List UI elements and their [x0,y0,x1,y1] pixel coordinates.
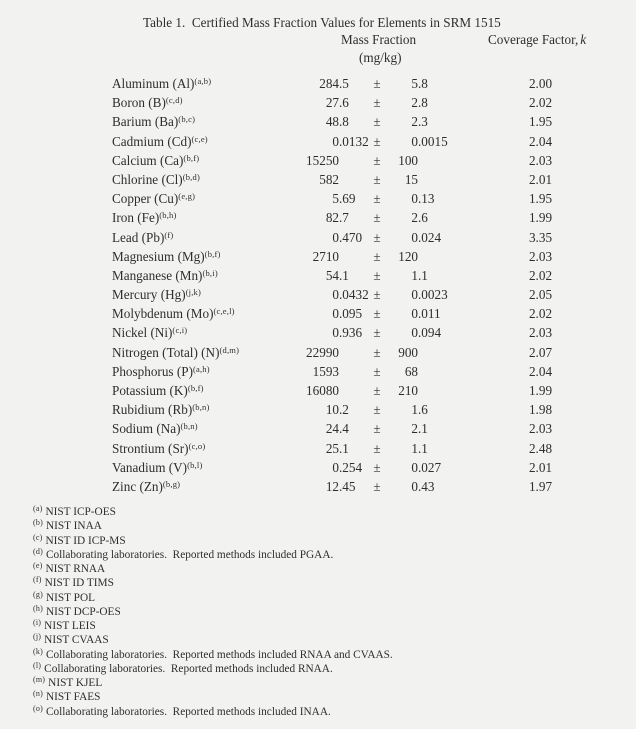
row-indent [0,400,112,419]
element-name-cell [112,74,290,93]
footnote-text: NIST ICP-OES [45,506,116,518]
uncertainty-value-frac [418,151,461,170]
row-indent [0,228,112,247]
footnote-marker: (l) [33,660,42,670]
plus-minus-sign: ± [373,383,381,398]
table-row [0,266,636,285]
uncertainty-value-frac [418,362,461,381]
table-row [0,439,636,458]
plus-minus-sign: ± [373,248,381,264]
uncertainty-value-frac: .6 [418,402,428,418]
table-row [0,112,636,131]
coverage-factor-value: 2.04 [528,133,553,149]
mass-fraction-value-int: 284 [319,76,339,91]
mass-fraction-value-int: 582 [319,171,339,187]
row-indent [0,381,112,400]
footnote-marker: (g) [33,589,43,599]
mass-fraction-value-frac: .2 [339,402,349,418]
table-row [0,208,636,227]
plus-minus-sign: ± [373,114,381,130]
element-name: Potassium (K) [112,383,188,398]
table-row [0,132,636,151]
mass-fraction-value-int: 82 [325,210,339,226]
element-name: Aluminum (Al) [112,76,195,91]
coverage-factor-value: 2.03 [528,325,553,341]
row-indent [0,323,112,342]
mass-fraction-value-int: 0 [332,287,339,303]
element-footnote-refs: (b,i) [202,267,218,278]
plus-minus-sign: ± [373,478,381,494]
row-indent [0,362,112,381]
mass-fraction-value-frac [339,247,369,266]
table-row [0,247,636,266]
mass-fraction-value-frac: .1 [339,267,349,283]
element-name-cell [112,151,290,170]
element-footnote-refs: (f) [164,229,174,240]
coverage-factor-value: 2.01 [528,459,553,475]
mass-fraction-value-int: 2710 [312,248,339,264]
footnote-text: Collaborating laboratories. Reported methods included INAA. [45,705,331,718]
coverage-factor-value: 1.99 [528,210,553,226]
table-row [0,419,636,438]
element-name-cell [112,477,290,496]
mass-fraction-value-int: 0 [332,133,339,149]
element-footnote-refs: (a,b) [194,76,212,86]
uncertainty-value-frac: .0015 [418,133,448,149]
element-name-cell [112,304,290,323]
table-row [0,400,636,419]
coverage-factor-value: 1.99 [528,383,553,398]
footnote-marker: (a) [33,504,43,513]
uncertainty-value-int: 2 [411,421,418,437]
footnote-marker: (k) [33,646,43,656]
plus-minus-sign: ± [373,171,381,187]
coverage-factor-value: 2.05 [528,287,553,303]
element-footnote-refs: (c,d) [165,95,183,106]
uncertainty-value-int: 0 [411,325,418,341]
footnote-marker: (b) [33,518,43,528]
element-name: Mercury (Hg) [112,287,186,303]
mass-fraction-value-int: 5 [332,191,339,207]
plus-minus-sign: ± [373,229,381,245]
element-name-cell [112,285,290,304]
element-name-cell [112,112,290,131]
uncertainty-value-int: 0 [411,133,418,149]
element-name: Zinc (Zn) [112,478,163,494]
footnote-marker: (j) [33,632,42,642]
mass-fraction-value-frac: .936 [339,325,363,341]
row-indent [0,458,112,477]
footnote-marker: (f) [33,575,42,585]
element-name: Manganese (Mn) [112,267,203,283]
row-indent [0,208,112,227]
mass-fraction-value-int: 0 [332,306,339,322]
coverage-factor-value: 2.03 [528,421,553,437]
element-name-cell [112,343,290,362]
element-footnote-refs: (j,k) [185,287,202,298]
element-footnote-refs: (b,l) [187,459,203,470]
element-footnote-refs: (b,g) [162,478,181,489]
element-name-cell [112,93,290,112]
uncertainty-value-frac: .3 [418,114,428,130]
mass-fraction-value-int: 16080 [306,383,339,398]
mass-fraction-value-frac [339,381,369,400]
coverage-factor-value: 3.35 [528,229,553,245]
footnote-line [33,633,603,647]
uncertainty-value-int: 5 [411,76,418,91]
footnote-text: NIST LEIS [44,620,96,632]
element-footnote-refs: (d,m) [219,344,240,355]
uncertainty-value-frac: .1 [418,421,428,437]
coverage-factor-value: 1.98 [528,402,553,418]
footnote-marker: (i) [33,618,42,627]
coverage-factor-value: 1.95 [528,191,553,207]
footnote-line [33,519,603,533]
footnote-line [33,705,603,719]
element-name: Nitrogen (Total) (N) [112,344,220,360]
element-footnote-refs: (c,e,l) [213,306,235,317]
plus-minus-sign: ± [373,191,381,207]
mass-fraction-value-int: 12 [325,478,339,494]
row-indent [0,419,112,438]
footnote-text: NIST ID ICP-MS [45,534,126,547]
uncertainty-value-int: 0 [411,229,418,245]
uncertainty-value-int: 15 [404,171,418,187]
mass-fraction-value-int: 25 [325,440,339,456]
coverage-factor-value: 2.04 [528,363,553,379]
uncertainty-value-int: 2 [411,95,418,111]
uncertainty-value-int: 0 [411,287,418,303]
uncertainty-value-int: 1 [411,402,418,418]
element-name: Strontium (Sr) [112,440,189,456]
plus-minus-sign: ± [373,267,381,283]
footnote-text: NIST RNAA [45,563,106,575]
plus-minus-sign: ± [373,287,381,303]
element-name-cell [112,132,290,151]
element-footnote-refs: (b,h) [159,210,177,221]
mass-fraction-value-int: 1593 [312,363,339,379]
element-footnote-refs: (b,d) [182,171,200,182]
footnote-text: Collaborating laboratories. Reported methods included RNAA and CVAAS. [45,648,393,661]
uncertainty-value-int: 900 [398,344,418,360]
table-row [0,343,636,362]
plus-minus-sign: ± [373,76,381,91]
mass-fraction-value-int: 54 [325,267,339,283]
row-indent [0,132,112,151]
element-name-cell [112,381,290,400]
row-indent [0,151,112,170]
element-footnote-refs: (b,f) [204,248,221,259]
certified-values-table [0,74,636,496]
element-name: Copper (Cu) [112,191,179,207]
element-footnote-refs: (c,o) [188,440,206,451]
mass-fraction-value-int: 24 [325,421,339,437]
footnote-line [33,534,603,548]
coverage-factor-value: 1.97 [528,478,553,494]
table-row [0,285,636,304]
element-name-cell [112,266,290,285]
mass-fraction-value-frac: .5 [339,76,349,91]
mass-fraction-value-int: 0 [332,325,339,341]
mass-fraction-value-frac: .095 [339,306,363,322]
element-footnote-refs: (b,n) [180,421,198,432]
column-header-mass-fraction: Mass Fraction [341,32,417,47]
footnote-line [33,591,603,605]
coverage-factor-label: Coverage Factor, [488,32,579,47]
element-name: Sodium (Na) [112,421,181,437]
coverage-factor-value: 1.95 [528,114,553,130]
table-row [0,228,636,247]
uncertainty-value-frac: .43 [418,478,435,494]
element-name: Cadmium (Cd) [112,133,192,149]
uncertainty-value-frac: .0023 [418,287,448,303]
table-row [0,381,636,400]
table-row [0,323,636,342]
mass-fraction-value-frac [339,362,369,381]
table-row [0,93,636,112]
row-indent [0,304,112,323]
table-row [0,74,636,93]
plus-minus-sign: ± [373,459,381,475]
mass-fraction-value-frac [339,170,369,189]
footnotes-section [33,505,603,719]
uncertainty-value-int: 1 [411,267,418,283]
plus-minus-sign: ± [373,95,381,111]
element-name-cell [112,208,290,227]
coverage-factor-value: 2.02 [528,95,553,111]
column-header-unit: (mg/kg) [359,50,402,65]
mass-fraction-value-int: 10 [325,402,339,418]
plus-minus-sign: ± [373,344,381,360]
uncertainty-value-int: 0 [411,306,418,322]
row-indent [0,439,112,458]
plus-minus-sign: ± [373,152,381,168]
mass-fraction-value-frac: .0432 [339,287,369,303]
uncertainty-value-frac: .13 [418,191,435,207]
mass-fraction-value-frac: .7 [339,210,349,226]
footnote-line [33,619,603,633]
element-name: Boron (B) [112,95,166,111]
element-name: Vanadium (V) [112,459,188,475]
footnote-line [33,548,603,562]
uncertainty-value-frac: .024 [418,229,442,245]
mass-fraction-value-int: 27 [325,95,339,111]
mass-fraction-value-frac [339,151,369,170]
element-footnote-refs: (b,f) [187,383,204,393]
uncertainty-value-int: 0 [411,191,418,207]
row-indent [0,112,112,131]
element-footnote-refs: (c,i) [172,325,188,336]
uncertainty-value-int: 1 [411,440,418,456]
element-footnote-refs: (a,h) [192,363,210,374]
plus-minus-sign: ± [373,363,381,379]
element-name: Phosphorus (P) [112,363,193,379]
footnote-marker: (e) [33,561,43,570]
plus-minus-sign: ± [373,133,381,149]
element-name: Magnesium (Mg) [112,248,205,264]
coverage-factor-value: 2.01 [528,171,553,187]
uncertainty-value-frac: .027 [418,459,442,475]
uncertainty-value-int: 210 [398,383,418,398]
coverage-factor-value: 2.02 [528,267,553,283]
element-name: Molybdenum (Mo) [112,306,214,322]
uncertainty-value-int: 2 [411,114,418,130]
uncertainty-value-int: 120 [398,248,418,264]
mass-fraction-value-frac: .69 [339,191,356,207]
mass-fraction-value-frac: .45 [339,478,356,494]
footnote-marker: (o) [33,703,43,713]
footnote-marker: (n) [33,689,43,699]
element-name-cell [112,362,290,381]
plus-minus-sign: ± [373,421,381,437]
element-name-cell [112,228,290,247]
footnote-line [33,662,603,676]
table-row [0,151,636,170]
footnote-text: NIST POL [45,591,96,604]
element-footnote-refs: (b,n) [192,402,210,413]
row-indent [0,74,112,93]
mass-fraction-value-int: 0 [332,459,339,475]
row-indent [0,266,112,285]
uncertainty-value-frac: .011 [418,306,441,322]
uncertainty-value-int: 68 [404,363,418,379]
table-row [0,304,636,323]
row-indent [0,189,112,208]
mass-fraction-value-frac: .8 [339,114,349,130]
mass-fraction-value-frac: .0132 [339,133,369,149]
uncertainty-value-frac: .094 [418,325,442,341]
footnote-line [33,505,603,519]
element-name-cell [112,247,290,266]
element-footnote-refs: (e,g) [178,191,196,202]
mass-fraction-value-frac: .254 [339,459,363,475]
element-name: Calcium (Ca) [112,152,184,168]
footnote-line [33,605,603,619]
uncertainty-value-int: 0 [411,478,418,494]
coverage-factor-value: 2.03 [528,152,553,168]
coverage-factor-value: 2.48 [528,440,553,456]
element-footnote-refs: (b,f) [183,152,200,163]
footnote-marker: (h) [33,603,43,613]
row-indent [0,343,112,362]
row-indent [0,93,112,112]
mass-fraction-value-frac [339,343,369,362]
element-name: Barium (Ba) [112,114,179,130]
uncertainty-value-int: 0 [411,459,418,475]
element-name-cell [112,170,290,189]
element-name: Iron (Fe) [112,210,160,226]
footnote-line [33,648,603,662]
element-name-cell [112,439,290,458]
element-footnote-refs: (c,e) [191,133,208,144]
footnote-text: NIST ID TIMS [44,577,114,590]
element-name: Rubidium (Rb) [112,402,193,418]
footnote-line [33,562,603,576]
uncertainty-value-frac: .6 [418,210,428,226]
plus-minus-sign: ± [373,402,381,418]
table-row [0,362,636,381]
footnote-line [33,690,603,704]
coverage-factor-value: 2.00 [528,76,553,91]
footnote-marker: (m) [33,675,46,684]
footnote-text: NIST KJEL [48,677,103,689]
footnote-marker: (c) [33,532,43,542]
element-name-cell [112,323,290,342]
table-row [0,458,636,477]
mass-fraction-value-frac: .470 [339,229,363,245]
row-indent [0,247,112,266]
uncertainty-value-int: 2 [411,210,418,226]
mass-fraction-value-int: 48 [325,114,339,130]
table-row [0,189,636,208]
footnote-text: NIST FAES [45,691,101,704]
uncertainty-value-frac: .1 [418,267,428,283]
footnote-marker: (d) [33,546,43,556]
footnote-text: NIST INAA [45,520,102,533]
uncertainty-value-frac: .1 [418,440,428,456]
coverage-factor-value: 2.02 [528,306,553,322]
plus-minus-sign: ± [373,306,381,322]
uncertainty-value-frac: .8 [418,95,428,111]
mass-fraction-value-frac: .6 [339,95,349,111]
mass-fraction-value-int: 0 [332,229,339,245]
row-indent [0,477,112,496]
uncertainty-value-int: 100 [398,152,418,168]
uncertainty-value-frac [418,381,461,400]
coverage-factor-value: 2.07 [528,344,553,360]
footnote-text: NIST CVAAS [44,634,109,647]
element-name-cell [112,189,290,208]
footnote-line [33,676,603,690]
plus-minus-sign: ± [373,440,381,456]
uncertainty-value-frac [418,343,461,362]
column-header-coverage-factor [488,31,586,48]
mass-fraction-value-int: 22990 [306,344,339,360]
table-row [0,170,636,189]
uncertainty-value-frac [418,247,461,266]
element-name: Nickel (Ni) [112,325,173,341]
row-indent [0,170,112,189]
mass-fraction-value-frac: .4 [339,421,349,437]
footnote-line [33,576,603,590]
footnote-text: NIST DCP-OES [45,605,121,618]
table-row [0,477,636,496]
plus-minus-sign: ± [373,325,381,341]
uncertainty-value-frac: .8 [418,76,428,91]
footnote-text: Collaborating laboratories. Reported methods included RNAA. [44,662,333,675]
row-indent [0,285,112,304]
element-footnote-refs: (b,c) [178,114,196,125]
coverage-factor-k-symbol: k [580,32,587,47]
table-title: Table 1. Certified Mass Fraction Values for Elements in SRM 1515 [143,15,501,30]
element-name-cell [112,400,290,419]
element-name-cell [112,419,290,438]
uncertainty-value-frac [418,170,461,189]
coverage-factor-value: 2.03 [528,248,553,264]
plus-minus-sign: ± [373,210,381,226]
mass-fraction-value-frac: .1 [339,440,349,456]
footnote-text: Collaborating laboratories. Reported methods included PGAA. [45,548,334,561]
mass-fraction-value-int: 15250 [306,152,339,168]
element-name: Lead (Pb) [112,229,165,245]
element-name-cell [112,458,290,477]
element-name: Chlorine (Cl) [112,171,183,187]
